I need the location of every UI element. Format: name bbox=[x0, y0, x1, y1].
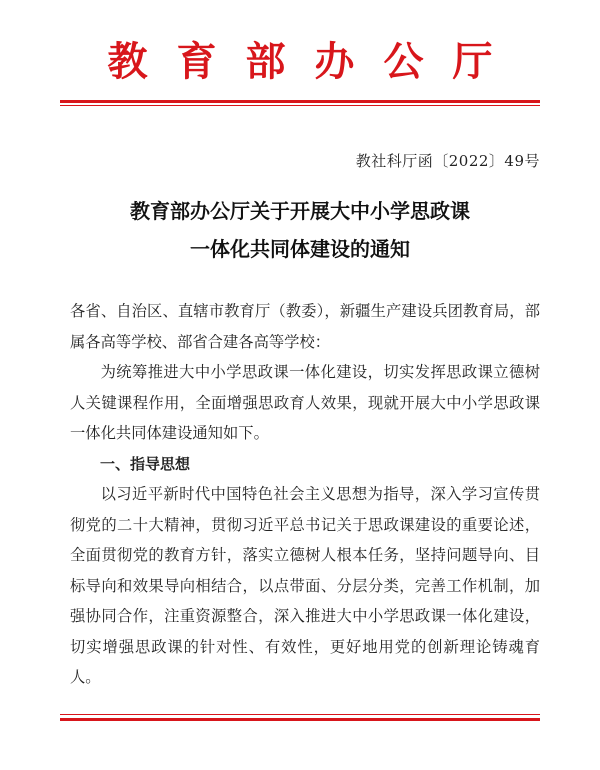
document-title bbox=[0, 192, 600, 268]
document-body bbox=[70, 296, 540, 693]
masthead-rule-thin bbox=[60, 105, 540, 106]
section-heading: 一、指导思想 bbox=[100, 454, 191, 473]
intro-paragraph: 为统筹推进大中小学思政课一体化建设，切实发挥思政课立德树人关键课程作用，全面增强思政育人效果，现就开展大中小学思政课一体化共同体建设通知如下。 bbox=[70, 363, 540, 442]
document-number: 教社科厅函〔2022〕49号 bbox=[355, 152, 540, 170]
masthead-rule-thick bbox=[60, 100, 540, 103]
section-paragraph: 以习近平新时代中国特色社会主义思想为指导，深入学习宣传贯彻党的二十大精神，贯彻习近平总书记关于思政课建设的重要论述，全面贯彻党的教育方针，落实立德树人根本任务，坚持问题导向、目标导向和效果导向相结合，以点带面、分层分类，完善工作机制，加强协同合作，注重资源整合，深入推进大中小学思政课一体化建设，切实增强思政课的针对性、有效性，更好地用党的创新理论铸魂育人。 bbox=[70, 485, 540, 686]
addressee-paragraph: 各省、自治区、直辖市教育厅（教委），新疆生产建设兵团教育局，部属各高等学校、部省合建各高等学校： bbox=[70, 302, 540, 351]
footer-rule-thick bbox=[60, 718, 540, 721]
title-line-1: 教育部办公厅关于开展大中小学思政课 bbox=[130, 199, 470, 223]
masthead-title: 教育部办公厅 bbox=[107, 38, 522, 85]
title-line-2: 一体化共同体建设的通知 bbox=[190, 237, 410, 261]
footer-rule-thin bbox=[60, 714, 540, 715]
